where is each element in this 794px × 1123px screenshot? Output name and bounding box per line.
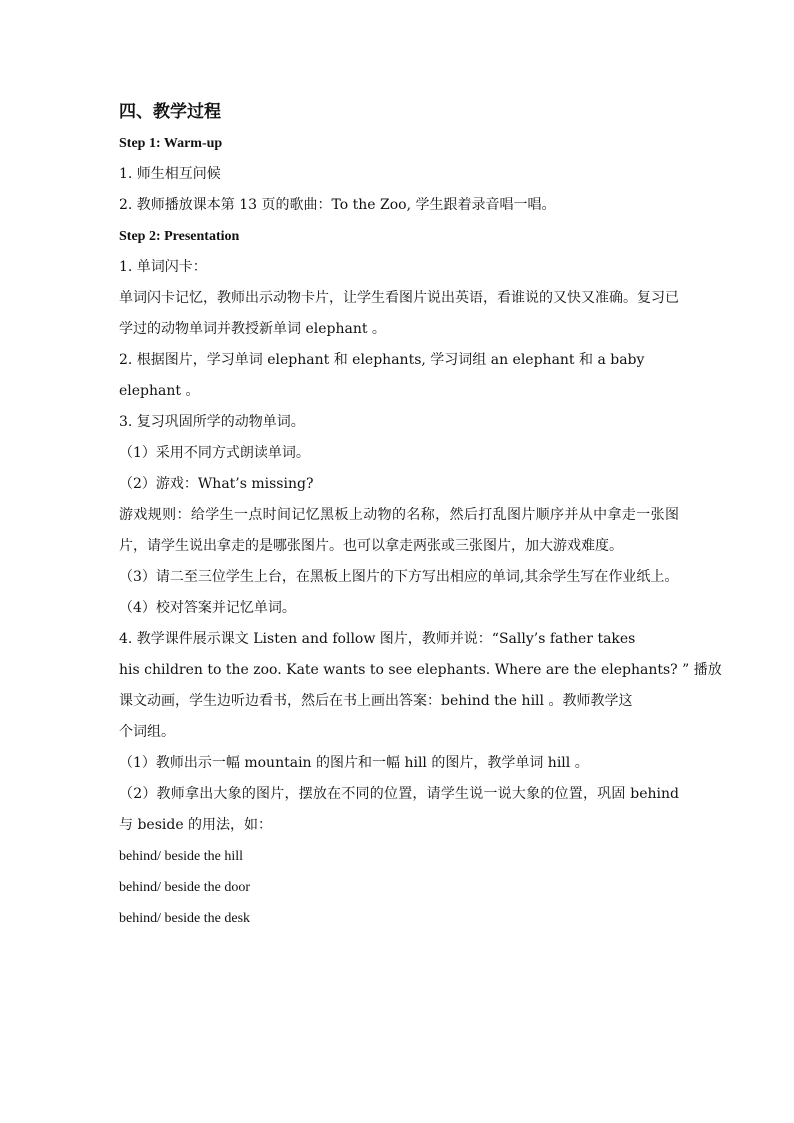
lesson-content [119,96,722,934]
example-door: behind/ beside the door [119,880,251,895]
game-rules: 游戏规则：给学生一点时间记忆黑板上动物的名称，然后打乱图片顺序并从中拿走一张图片，请学生说出拿走的是哪张图片。也可以拿走两张或三张图片，加大游戏难度。 [119,507,679,554]
step2-item4-line3: 课文动画，学生边听边看书，然后在书上画出答案：behind the hill 。教师教学这 [119,693,633,709]
step2-item3-sub2: （2）游戏：What’s missing? [119,476,314,492]
step2-item3-title: 3. 复习巩固所学的动物单词。 [119,414,305,430]
step2-item4-line2: his children to the zoo. Kate wants to see elephants. Where are the elephants? ” 播放 [119,662,722,678]
step2-item2-line2: elephant 。 [119,383,200,399]
step1-heading: Step 1: Warm-up [119,136,223,151]
step2-item1-body: 单词闪卡记忆，教师出示动物卡片，让学生看图片说出英语，看谁说的又快又准确。复习已学过的动物单词并教授新单词 elephant 。 [119,290,679,337]
section-title: 四、教学过程 [119,102,221,122]
step2-item4-sub1: （1）教师出示一幅 mountain 的图片和一幅 hill 的图片，教学单词 hill 。 [119,755,589,771]
step1-item-1: 1. 师生相互问候 [119,166,221,182]
step2-item3-sub3: （3）请二至三位学生上台，在黑板上图片的下方写出相应的单词,其余学生写在作业纸上。 [119,569,679,585]
step1-item-2: 2. 教师播放课本第 13 页的歌曲：To the Zoo, 学生跟着录音唱一唱。 [119,197,556,213]
step2-item4-sub2: （2）教师拿出大象的图片，摆放在不同的位置，请学生说一说大象的位置，巩固 behind 与 beside 的用法，如： [119,786,679,833]
step2-heading: Step 2: Presentation [119,229,240,244]
example-desk: behind/ beside the desk [119,911,251,926]
step2-item2-line1: 2. 根据图片，学习单词 elephant 和 elephants, 学习词组 an elephant 和 a baby [119,352,645,368]
step2-item4-line4: 个词组。 [119,724,175,740]
step2-item3-sub1: （1）采用不同方式朗读单词。 [119,445,310,461]
step2-item3-sub4: （4）校对答案并记忆单词。 [119,600,296,616]
step2-item1-title: 1. 单词闪卡： [119,259,207,275]
example-hill: behind/ beside the hill [119,849,244,864]
step2-item4-line1: 4. 教学课件展示课文 Listen and follow 图片，教师并说：“Sally’s father takes [119,631,636,647]
